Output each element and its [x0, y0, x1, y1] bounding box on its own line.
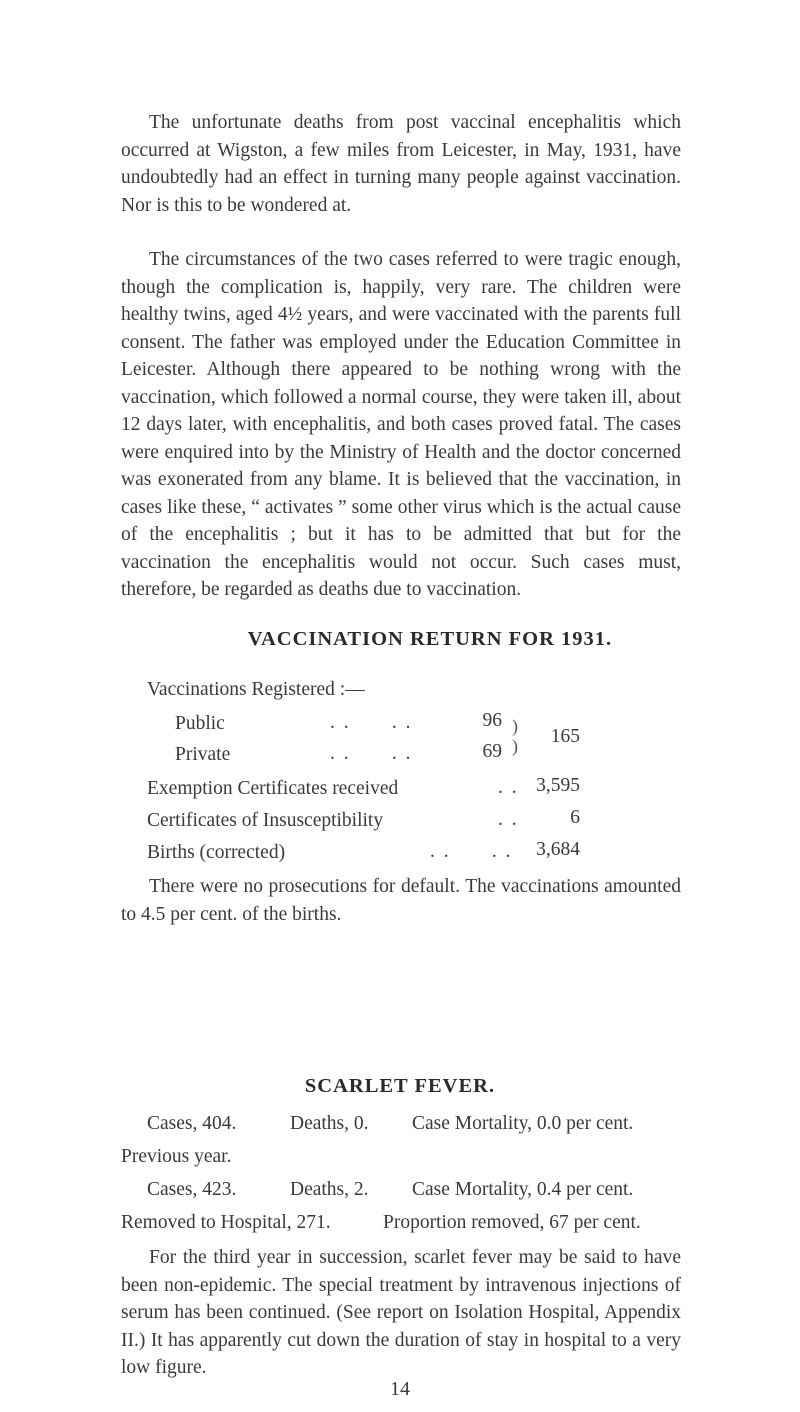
exemption-value: 3,595	[536, 775, 580, 796]
exemption-label: Exemption Certificates received	[147, 778, 399, 799]
private-value: 69	[482, 741, 502, 762]
private-leader-dots: . . . .	[330, 743, 413, 764]
insusceptibility-label: Certificates of Insusceptibility	[147, 810, 384, 831]
scarlet-fever-heading: SCARLET FEVER.	[304, 1075, 496, 1097]
exemption-leader-dots: . .	[498, 777, 519, 798]
births-label: Births (corrected)	[147, 842, 286, 863]
private-label: Private	[175, 744, 231, 765]
public-value: 96	[482, 710, 502, 731]
births-leader-dots: . . . .	[430, 841, 513, 862]
births-value: 3,684	[536, 839, 580, 860]
page-number: 14	[390, 1378, 410, 1400]
sf-proportion: Proportion removed, 67 per cent.	[383, 1212, 641, 1233]
sf-previous-year-label: Previous year.	[121, 1146, 232, 1167]
sf-prev-cases: Cases, 423.	[147, 1179, 237, 1200]
insusceptibility-leader-dots: . .	[498, 809, 519, 830]
sf-removed: Removed to Hospital, 271.	[121, 1212, 331, 1233]
public-leader-dots: . . . .	[330, 712, 413, 733]
sf-prev-mortality: Case Mortality, 0.4 per cent.	[412, 1179, 634, 1200]
vaccination-note: There were no prosecutions for default. The vaccinations amounted to 4.5 per cent. of the births.	[121, 876, 681, 925]
registered-label: Vaccinations Registered :—	[147, 679, 365, 700]
public-label: Public	[175, 713, 225, 734]
paragraph-circumstances: The circumstances of the two cases referred to were tragic enough, though the complication is, happily, very rare. The children were healthy twins, aged 4½ years, and were vaccinated with the parents full consent. The father was employed under the Education Committee in Leicester. Although there appeared to be nothing wrong with the vaccination, which followed a normal course, they were taken ill, about 12 days later, with encephalitis, and both cases proved fatal. The cases were enquired into by the Ministry of Health and the doctor concerned was exonerated from any blame. It is believed that the vaccination, in cases like these, “ activates ” some other virus which is the actual cause of the encephalitis ; but it has to be admitted that but for the vaccination the encephalitis would not occur. Such cases must, therefore, be regarded as deaths due to vaccination.	[121, 249, 681, 600]
brace-symbol: ) )	[512, 716, 518, 756]
registered-total: 165	[550, 726, 580, 747]
scarlet-fever-paragraph: For the third year in succession, scarlet fever may be said to have been non-epidemic. The special treatment by intravenous injections of serum has been continued. (See report on Isolation Hospital, Appendix II.) It has apparently cut down the duration of stay in hospital to a very low figure.	[121, 1247, 681, 1378]
insusceptibility-value: 6	[570, 807, 580, 828]
sf-deaths: Deaths, 0.	[290, 1113, 369, 1134]
paragraph-wigston-deaths: The unfortunate deaths from post vaccinal encephalitis which occurred at Wigston, a few miles from Leicester, in May, 1931, have undoubtedly had an effect in turning many people against vaccination. Nor is this to be wondered at.	[121, 112, 681, 216]
sf-cases: Cases, 404.	[147, 1113, 237, 1134]
sf-mortality: Case Mortality, 0.0 per cent.	[412, 1113, 634, 1134]
vaccination-return-heading: VACCINATION RETURN FOR 1931.	[247, 628, 613, 650]
sf-prev-deaths: Deaths, 2.	[290, 1179, 369, 1200]
